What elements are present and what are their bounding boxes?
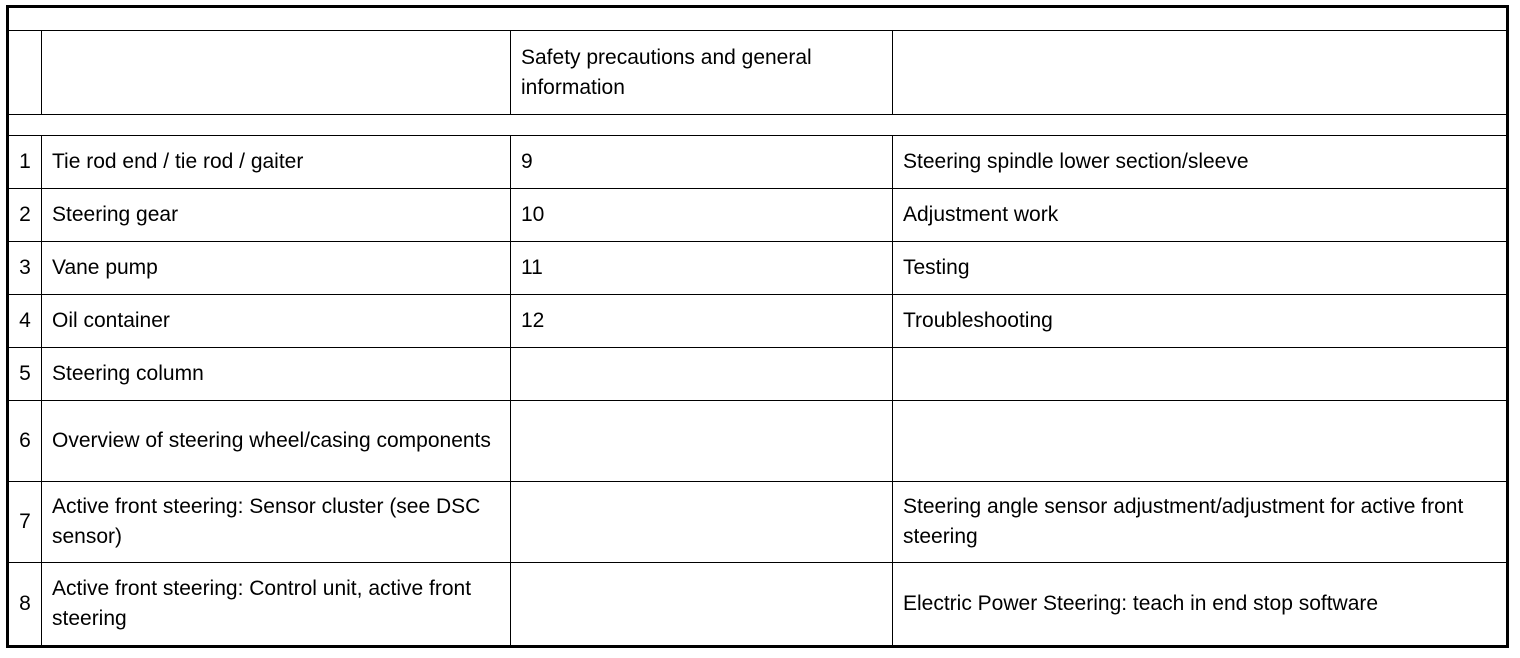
- header-safety-cell: Safety precautions and general information: [511, 31, 893, 115]
- table-header-row: [8, 31, 1508, 115]
- row-right-topic: Adjustment work: [893, 189, 1508, 242]
- table-row: [8, 401, 1508, 482]
- separator-cell: [8, 115, 1508, 136]
- row-mid-number: [511, 563, 893, 647]
- header-right-cell: [893, 31, 1508, 115]
- header-left-cell: [42, 31, 511, 115]
- row-right-topic: [893, 401, 1508, 482]
- steering-contents-table: [6, 5, 1509, 648]
- row-number: 1: [8, 136, 42, 189]
- table-row: [8, 136, 1508, 189]
- row-number: 6: [8, 401, 42, 482]
- table-row: [8, 563, 1508, 647]
- table-row: [8, 482, 1508, 563]
- table-top-row: [8, 7, 1508, 31]
- row-left-topic: Tie rod end / tie rod / gaiter: [42, 136, 511, 189]
- table-row: [8, 348, 1508, 401]
- row-right-topic: Steering spindle lower section/sleeve: [893, 136, 1508, 189]
- row-mid-number: [511, 348, 893, 401]
- row-right-topic: Testing: [893, 242, 1508, 295]
- row-number: 4: [8, 295, 42, 348]
- row-left-topic: Steering column: [42, 348, 511, 401]
- row-mid-number: 9: [511, 136, 893, 189]
- row-number: 8: [8, 563, 42, 647]
- row-number: 2: [8, 189, 42, 242]
- table-row: [8, 189, 1508, 242]
- row-left-topic: Oil container: [42, 295, 511, 348]
- header-num-cell: [8, 31, 42, 115]
- row-mid-number: [511, 401, 893, 482]
- table-separator-row: [8, 115, 1508, 136]
- row-left-topic: Active front steering: Sensor cluster (see DSC sensor): [42, 482, 511, 563]
- row-right-topic: Electric Power Steering: teach in end stop software: [893, 563, 1508, 647]
- row-number: 7: [8, 482, 42, 563]
- row-mid-number: 10: [511, 189, 893, 242]
- row-number: 3: [8, 242, 42, 295]
- top-blank-cell: [8, 7, 1508, 31]
- row-right-topic: Troubleshooting: [893, 295, 1508, 348]
- row-right-topic: [893, 348, 1508, 401]
- table-row: [8, 295, 1508, 348]
- row-mid-number: 12: [511, 295, 893, 348]
- row-left-topic: Vane pump: [42, 242, 511, 295]
- row-number: 5: [8, 348, 42, 401]
- row-mid-number: [511, 482, 893, 563]
- row-mid-number: 11: [511, 242, 893, 295]
- table-row: [8, 242, 1508, 295]
- row-left-topic: Active front steering: Control unit, active front steering: [42, 563, 511, 647]
- row-left-topic: Steering gear: [42, 189, 511, 242]
- row-right-topic: Steering angle sensor adjustment/adjustment for active front steering: [893, 482, 1508, 563]
- row-left-topic: Overview of steering wheel/casing components: [42, 401, 511, 482]
